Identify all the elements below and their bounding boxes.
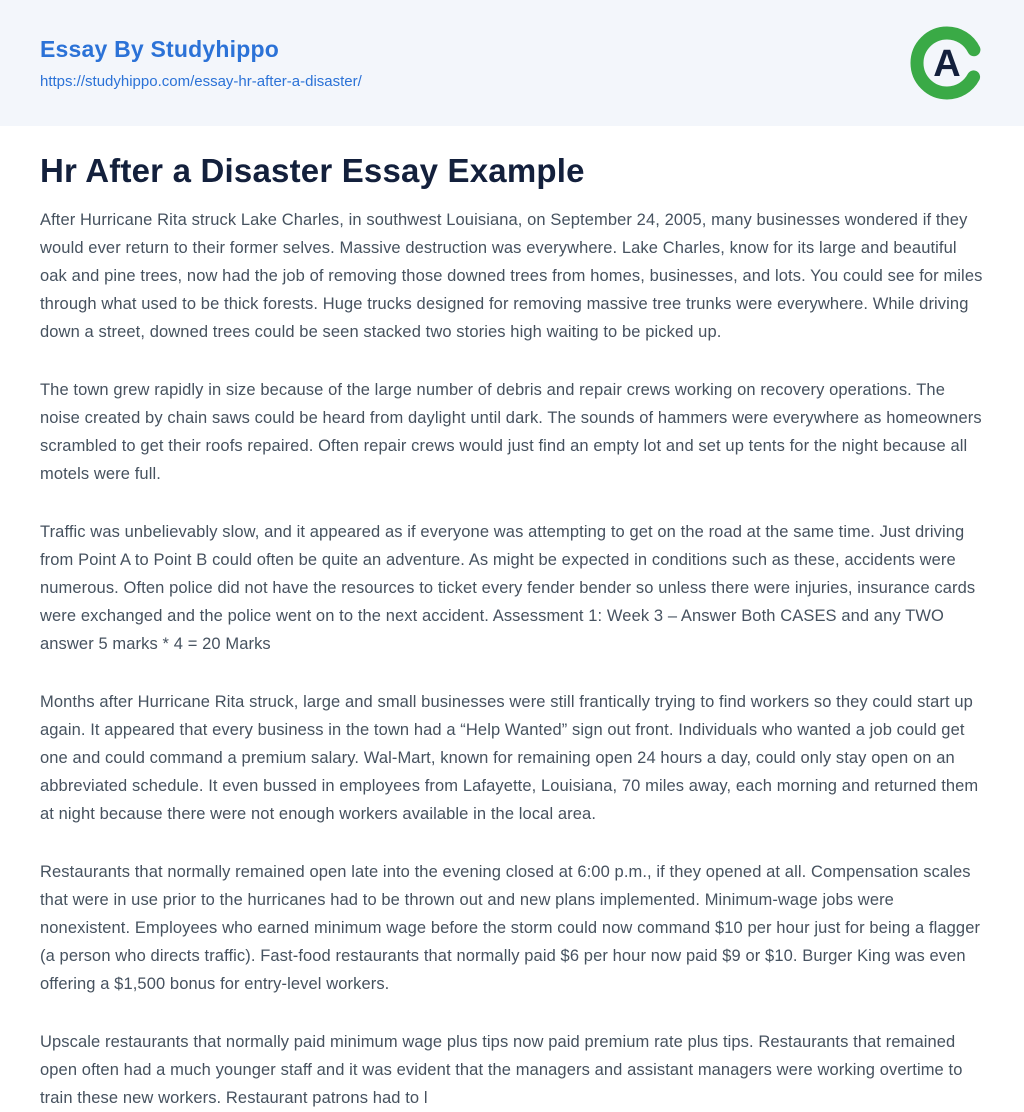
site-title-link[interactable]: Essay By Studyhippo — [40, 36, 279, 62]
essay-paragraph: After Hurricane Rita struck Lake Charles, in southwest Louisiana, on September 24, 2005, many businesses wondered if they would ever return to their former selves. Massive destruction was everywhere. Lake Charles, know for its large and beautiful oak and pine trees, now had the job of removing those downed trees from homes, businesses, and lots. You could see for miles through what used to be thick forests. Huge trucks designed for removing massive tree trunks were everywhere. While driving down a street, downed trees could be seen stacked two stories high waiting to be picked up. — [40, 211, 983, 341]
essay-body — [40, 206, 984, 1112]
studyhippo-logo[interactable] — [910, 26, 984, 100]
essay-paragraph: Months after Hurricane Rita struck, large and small businesses were still frantically trying to find workers so they could start up again. It appeared that every business in the town had a “Help Wanted” sign out front. Individuals who wanted a job could get one and could command a premium salary. Wal-Mart, known for remaining open 24 hours a day, could only stay open on an abbreviated schedule. It even bussed in employees from Lafayette, Louisiana, 70 miles away, each morning and returned them at night because there were not enough workers available in the local area. — [40, 693, 979, 823]
svg-text:A: A — [933, 43, 961, 85]
essay-url-link[interactable]: https://studyhippo.com/essay-hr-after-a-disaster/ — [40, 73, 362, 90]
page-header — [0, 0, 1024, 126]
essay-content — [0, 126, 1024, 1112]
essay-paragraph: Traffic was unbelievably slow, and it appeared as if everyone was attempting to get on the road at the same time. Just driving from Point A to Point B could often be quite an adventure. As might be expected in conditions such as these, accidents were numerous. Often police did not have the resources to ticket every fender bender so unless there were injuries, insurance cards were exchanged and the police went on to the next accident. Assessment 1: Week 3 – Answer Both CASES and any TWO answer 5 marks * 4 = 20 Marks — [40, 523, 976, 653]
essay-paragraph: Restaurants that normally remained open late into the evening closed at 6:00 p.m., if they opened at all. Compensation scales that were in use prior to the hurricanes had to be thrown out and new plans implemented. Minimum-wage jobs were nonexistent. Employees who earned minimum wage before the storm could now command $10 per hour just for being a flagger (a person who directs traffic). Fast-food restaurants that normally paid $6 per hour now paid $9 or $10. Burger King was even offering a $1,500 bonus for entry-level workers. — [40, 863, 981, 993]
essay-paragraph: The town grew rapidly in size because of the large number of debris and repair crews working on recovery operations. The noise created by chain saws could be heard from daylight until dark. The sounds of hammers were everywhere as homeowners scrambled to get their roofs repaired. Often repair crews would just find an empty lot and set up tents for the night because all motels were full. — [40, 381, 982, 483]
essay-title: Hr After a Disaster Essay Example — [40, 152, 585, 189]
essay-paragraph: Upscale restaurants that normally paid minimum wage plus tips now paid premium rate plus tips. Restaurants that remained open often had a much younger staff and it was evident that the managers and assistant managers were working overtime to train these new workers. Restaurant patrons had to l — [40, 1033, 963, 1107]
header-text-block — [40, 36, 362, 90]
studyhippo-logo-icon — [910, 26, 984, 100]
